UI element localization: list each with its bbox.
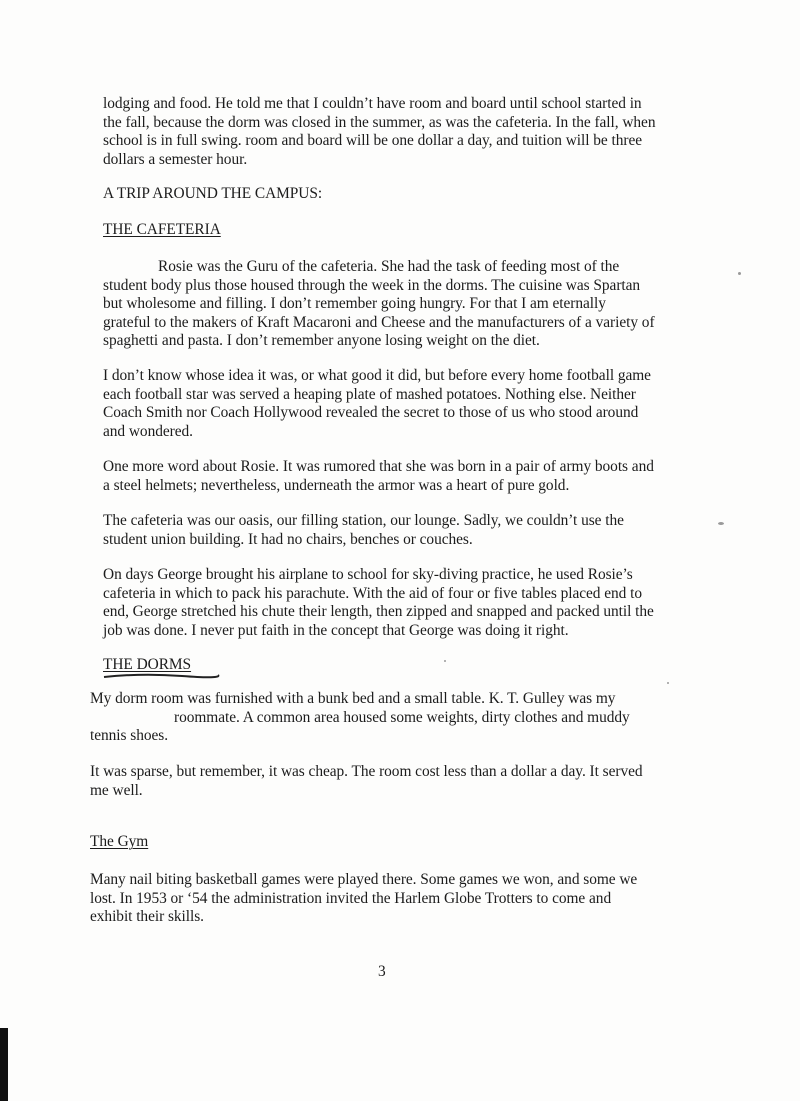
text-line: student union building. It had no chairs, benches or couches. <box>103 530 473 548</box>
text-line: exhibit their skills. <box>90 908 204 926</box>
text-line: spaghetti and pasta. I don’t remember anyone losing weight on the diet. <box>103 332 540 350</box>
text-line: lost. In 1953 or ‘54 the administration invited the Harlem Globe Trotters to come and <box>90 889 612 907</box>
text-line: but wholesome and filling. I don’t remember going hungry. For that I am eternally <box>103 295 606 313</box>
gym-paragraph <box>90 871 637 927</box>
cafeteria-paragraph <box>103 512 624 549</box>
text-line: lodging and food. He told me that I couldn’t have room and board until school started in <box>103 95 642 112</box>
intro-paragraph <box>103 95 656 169</box>
text-line: grateful to the makers of Kraft Macaroni and Cheese and the manufacturers of a variety of <box>103 313 655 331</box>
text-line: My dorm room was furnished with a bunk bed and a small table. K. T. Gulley was my <box>90 690 616 707</box>
text-line: It was sparse, but remember, it was cheap. The room cost less than a dollar a day. It served <box>90 763 643 780</box>
scan-edge-shadow <box>0 1028 8 1101</box>
text-line: and wondered. <box>103 422 193 440</box>
cafeteria-paragraph <box>103 566 654 640</box>
scan-speck <box>718 522 724 525</box>
cafeteria-paragraph <box>103 258 655 351</box>
trip-heading: A TRIP AROUND THE CAMPUS: <box>103 185 323 202</box>
dorms-paragraph <box>90 690 630 746</box>
text-line: a steel helmets; nevertheless, underneath the armor was a heart of pure gold. <box>103 476 570 494</box>
text-line: tennis shoes. <box>90 727 169 745</box>
pen-underline-mark <box>102 668 220 682</box>
text-line: school is in full swing. room and board will be one dollar a day, and tuition will be three <box>103 132 642 150</box>
text-line: dollars a semester hour. <box>103 150 248 168</box>
cafeteria-heading: THE CAFETERIA <box>103 221 221 238</box>
cafeteria-paragraph <box>103 367 651 441</box>
text-line: job was done. I never put faith in the concept that George was doing it right. <box>103 621 569 639</box>
scan-speck <box>667 682 669 684</box>
text-line: I don’t know whose idea it was, or what good it did, but before every home football game <box>103 367 651 384</box>
text-line: Many nail biting basketball games were played there. Some games we won, and some we <box>90 871 638 888</box>
text-line: end, George stretched his chute their length, then zipped and snapped and packed until the <box>103 603 654 621</box>
text-line: The cafeteria was our oasis, our filling station, our lounge. Sadly, we couldn’t use the <box>103 512 624 529</box>
dorms-heading: THE DORMS <box>103 656 192 673</box>
text-line: On days George brought his airplane to school for sky-diving practice, he used Rosie’s <box>103 566 633 583</box>
scan-speck <box>444 660 446 662</box>
text-line: Coach Smith nor Coach Hollywood revealed the secret to those of us who stood around <box>103 404 639 422</box>
text-line: the fall, because the dorm was closed in the summer, as was the cafeteria. In the fall, when <box>103 113 656 131</box>
page-number: 3 <box>378 963 386 980</box>
scan-speck <box>738 272 741 275</box>
dorms-paragraph <box>90 763 643 800</box>
text-line: One more word about Rosie. It was rumored that she was born in a pair of army boots and <box>103 458 654 475</box>
text-line: student body plus those housed through the week in the dorms. The cuisine was Spartan <box>103 276 641 294</box>
text-line: me well. <box>90 781 143 799</box>
text-line: cafeteria in which to pack his parachute. With the aid of four or five tables placed end to <box>103 584 642 602</box>
text-line: Rosie was the Guru of the cafeteria. She had the task of feeding most of the <box>158 258 620 275</box>
cafeteria-paragraph <box>103 458 654 495</box>
text-line: roommate. A common area housed some weights, dirty clothes and muddy <box>174 708 630 726</box>
text-line: each football star was served a heaping plate of mashed potatoes. Nothing else. Neither <box>103 385 636 403</box>
gym-heading: The Gym <box>90 833 149 850</box>
